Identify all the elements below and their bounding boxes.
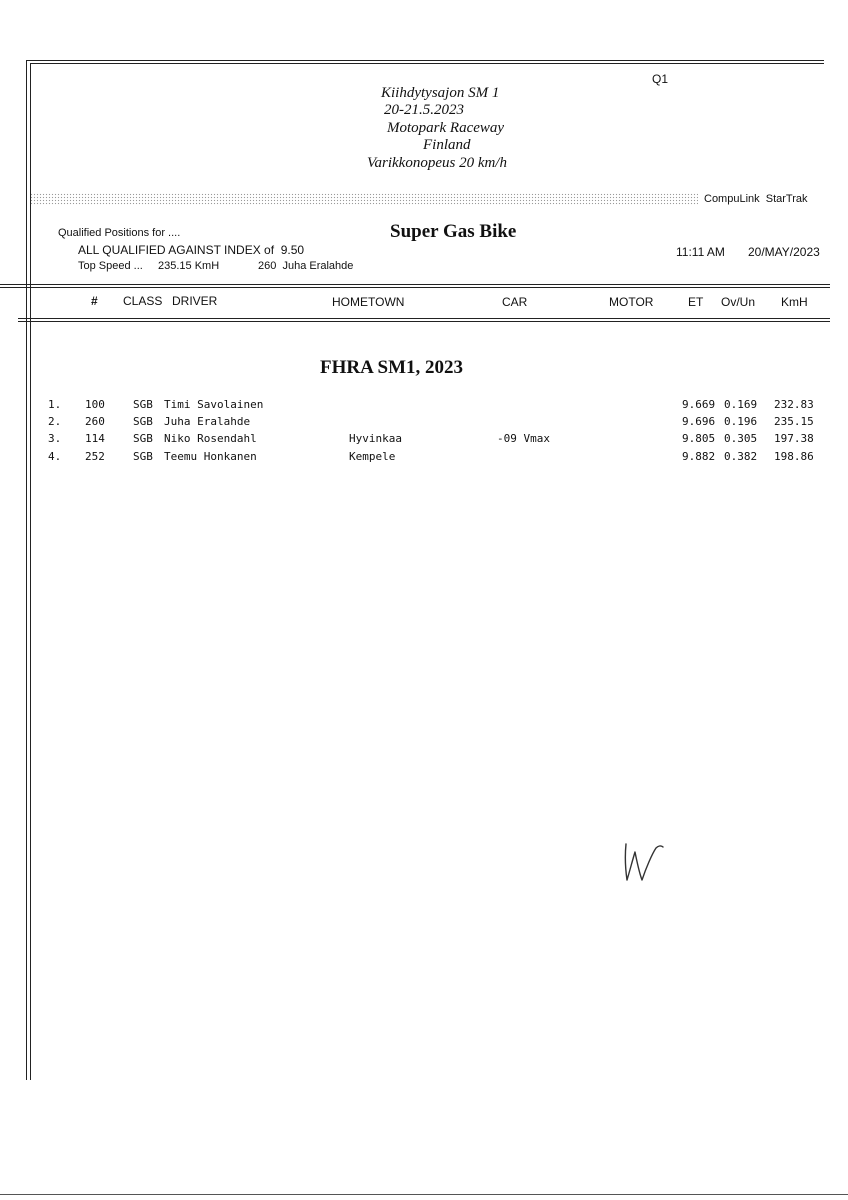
left-border: [26, 60, 27, 1080]
table-row: [0, 415, 848, 432]
qualified-for-label: Qualified Positions for ....: [58, 227, 181, 239]
ovun-cell: 0.382: [724, 450, 758, 463]
col-header-motor: MOTOR: [609, 295, 654, 309]
col-header-driver: DRIVER: [172, 294, 218, 308]
col-header-class: CLASS: [123, 294, 163, 308]
car-cell: -09 Vmax: [497, 432, 550, 445]
col-header-hometown: HOMETOWN: [332, 295, 405, 309]
driver-cell: Teemu Honkanen: [164, 450, 257, 463]
ovun-cell: 0.169: [724, 398, 758, 411]
class-cell: SGB: [133, 450, 153, 463]
number-cell: 100: [85, 398, 105, 411]
class-cell: SGB: [133, 432, 153, 445]
bottom-border: [0, 1194, 848, 1195]
number-cell: 252: [85, 450, 105, 463]
pos-cell: 4.: [48, 450, 62, 463]
handwritten-signature: [618, 838, 670, 886]
header-rule-bottom: [18, 318, 830, 319]
et-cell: 9.805: [682, 432, 716, 445]
report-date: 20/MAY/2023: [748, 245, 820, 259]
session-label: Q1: [652, 72, 669, 86]
header-rule-top-2: [0, 287, 830, 288]
col-header-et: ET: [688, 295, 704, 309]
left-border-inner: [30, 63, 31, 1080]
top-border-inner: [30, 63, 824, 64]
table-row: [0, 432, 848, 449]
number-cell: 260: [85, 415, 105, 428]
kmh-cell: 197.38: [774, 432, 814, 445]
et-cell: 9.669: [682, 398, 716, 411]
et-cell: 9.696: [682, 415, 716, 428]
col-header-ovun: Ov/Un: [721, 295, 756, 309]
event-line-3: Motopark Raceway: [387, 120, 505, 136]
top-speed-value: 235.15 KmH: [158, 260, 220, 272]
kmh-cell: 232.83: [774, 398, 814, 411]
pos-cell: 2.: [48, 415, 62, 428]
pos-cell: 3.: [48, 432, 62, 445]
event-line-5: Varikkonopeus 20 km/h: [367, 155, 507, 171]
top-border: [26, 60, 824, 61]
kmh-cell: 235.15: [774, 415, 814, 428]
event-line-4: Finland: [423, 137, 471, 153]
table-row: [0, 450, 848, 467]
col-header-kmh: KmH: [781, 295, 808, 309]
event-line-1: Kiihdytysajon SM 1: [381, 85, 500, 101]
number-cell: 114: [85, 432, 105, 445]
event-line-2: 20-21.5.2023: [384, 102, 464, 118]
dotted-separator: [30, 193, 698, 205]
table-row: [0, 398, 848, 415]
header-rule-bottom-2: [18, 321, 830, 322]
system-label: CompuLink StarTrak: [704, 193, 808, 205]
driver-cell: Juha Eralahde: [164, 415, 251, 428]
driver-cell: Timi Savolainen: [164, 398, 264, 411]
ovun-cell: 0.305: [724, 432, 758, 445]
et-cell: 9.882: [682, 450, 716, 463]
top-speed-driver: 260 Juha Eralahde: [258, 260, 354, 272]
index-line: ALL QUALIFIED AGAINST INDEX of 9.50: [78, 243, 305, 257]
top-speed-label: Top Speed ...: [78, 260, 143, 272]
ovun-cell: 0.196: [724, 415, 758, 428]
class-cell: SGB: [133, 415, 153, 428]
pos-cell: 1.: [48, 398, 62, 411]
kmh-cell: 198.86: [774, 450, 814, 463]
hometown-cell: Hyvinkaa: [349, 432, 402, 445]
class-cell: SGB: [133, 398, 153, 411]
driver-cell: Niko Rosendahl: [164, 432, 257, 445]
col-header-car: CAR: [502, 295, 528, 309]
report-time: 11:11 AM: [676, 245, 725, 259]
hometown-cell: Kempele: [349, 450, 396, 463]
section-title: FHRA SM1, 2023: [320, 357, 464, 378]
header-rule-top: [0, 284, 830, 285]
col-header-number: #: [91, 294, 98, 308]
class-title: Super Gas Bike: [390, 221, 517, 242]
